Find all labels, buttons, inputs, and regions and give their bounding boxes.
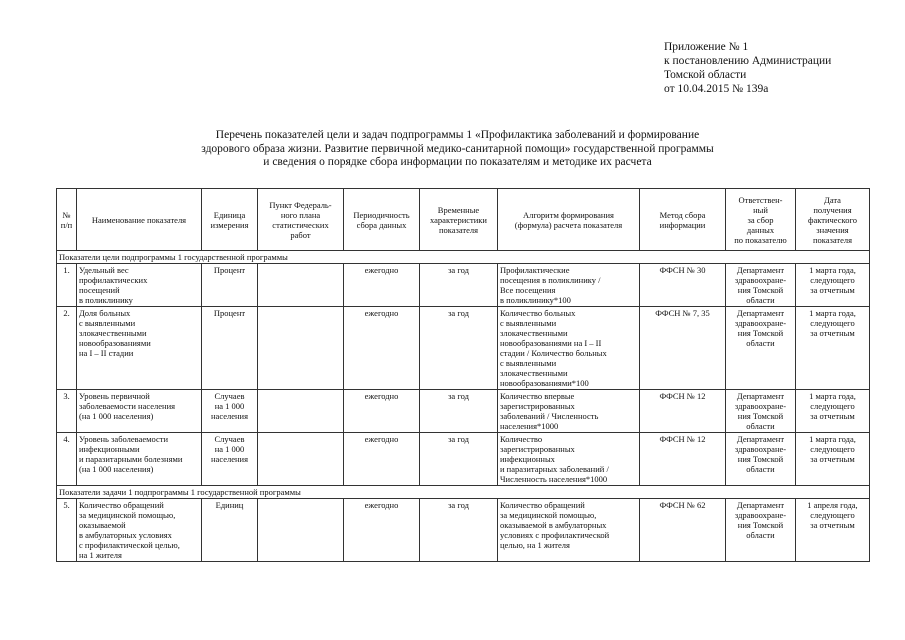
title-line: здорового образа жизни. Развитие первичной медико-санитарной помощи» государственной программы	[201, 142, 714, 155]
cell-name: Уровень заболеваемости инфекционными и паразитарными болезнями (на 1 000 населения)	[77, 433, 202, 486]
cell-method: ФФСН № 12	[640, 433, 726, 486]
cell-resp: Департамент здравоохране- ния Томской области	[726, 390, 796, 433]
cell-num: 4.	[57, 433, 77, 486]
cell-plan	[258, 307, 344, 390]
cell-resp: Департамент здравоохране- ния Томской области	[726, 307, 796, 390]
cell-plan	[258, 390, 344, 433]
table-row	[57, 433, 870, 486]
cell-plan	[258, 433, 344, 486]
header-cell-num: № п/п	[57, 189, 77, 251]
document-title	[120, 129, 795, 170]
cell-period: ежегодно	[344, 307, 420, 390]
header-cell-date: Дата получения фактического значения показателя	[796, 189, 870, 251]
cell-algo: Количество больных с выявленными злокачественными новообразованиями на I – II стадии / Количество больных с выявленными злокачественными новообразованиями*100	[498, 307, 640, 390]
cell-algo: Профилактические посещения в поликлинику / Все посещения в поликлинику*100	[498, 264, 640, 307]
header-cell-plan: Пункт Федераль- ного плана статистических работ	[258, 189, 344, 251]
title-line: и сведения о порядке сбора информации по показателям и методике их расчета	[263, 156, 652, 168]
table-row	[57, 264, 870, 307]
cell-date: 1 марта года, следующего за отчетным	[796, 390, 870, 433]
cell-resp: Департамент здравоохране- ния Томской области	[726, 433, 796, 486]
section-title: Показатели цели подпрограммы 1 государственной программы	[57, 251, 870, 264]
cell-unit: Случаев на 1 000 населения	[202, 433, 258, 486]
cell-unit: Единиц	[202, 499, 258, 562]
appendix-block	[664, 40, 831, 96]
cell-algo: Количество зарегистрированных инфекционных и паразитарных заболеваний / Численность населения*1000	[498, 433, 640, 486]
cell-resp: Департамент здравоохране- ния Томской области	[726, 499, 796, 562]
table-header-row	[57, 189, 870, 251]
cell-num: 1.	[57, 264, 77, 307]
cell-algo: Количество обращений за медицинской помощью, оказываемой в амбулаторных условиях с профилактической целью, на 1 жителя	[498, 499, 640, 562]
title-line: Перечень показателей цели и задач подпрограммы 1 «Профилактика заболеваний и формирование	[215, 129, 700, 141]
header-cell-time: Временные характеристики показателя	[420, 189, 498, 251]
cell-time: за год	[420, 390, 498, 433]
cell-time: за год	[420, 264, 498, 307]
cell-time: за год	[420, 433, 498, 486]
cell-unit: Процент	[202, 264, 258, 307]
cell-resp: Департамент здравоохране- ния Томской области	[726, 264, 796, 307]
cell-date: 1 апреля года, следующего за отчетным	[796, 499, 870, 562]
cell-algo: Количество впервые зарегистрированных заболеваний / Численность населения*1000	[498, 390, 640, 433]
appendix-line: от 10.04.2015 № 139а	[664, 83, 769, 95]
cell-method: ФФСН № 30	[640, 264, 726, 307]
header-cell-unit: Единица измерения	[202, 189, 258, 251]
header-cell-responsible: Ответствен- ный за сбор данных по показателю	[726, 189, 796, 251]
section-row	[57, 251, 870, 264]
cell-unit: Случаев на 1 000 населения	[202, 390, 258, 433]
cell-period: ежегодно	[344, 433, 420, 486]
cell-period: ежегодно	[344, 264, 420, 307]
cell-date: 1 марта года, следующего за отчетным	[796, 433, 870, 486]
appendix-line: к постановлению Администрации	[664, 55, 832, 67]
cell-time: за год	[420, 307, 498, 390]
header-cell-period: Периодичность сбора данных	[344, 189, 420, 251]
cell-unit: Процент	[202, 307, 258, 390]
cell-name: Уровень первичной заболеваемости населения (на 1 000 населения)	[77, 390, 202, 433]
cell-period: ежегодно	[344, 390, 420, 433]
table-row	[57, 390, 870, 433]
appendix-line: Приложение № 1	[664, 41, 749, 53]
cell-name: Доля больных с выявленными злокачественными новообразованиями на I – II стадии	[77, 307, 202, 390]
cell-plan	[258, 264, 344, 307]
header-cell-algorithm: Алгоритм формирования (формула) расчета показателя	[498, 189, 640, 251]
cell-period: ежегодно	[344, 499, 420, 562]
header-cell-name: Наименование показателя	[77, 189, 202, 251]
cell-num: 5.	[57, 499, 77, 562]
section-title: Показатели задачи 1 подпрограммы 1 государственной программы	[57, 486, 870, 499]
cell-num: 2.	[57, 307, 77, 390]
section-row	[57, 486, 870, 499]
cell-method: ФФСН № 12	[640, 390, 726, 433]
cell-date: 1 марта года, следующего за отчетным	[796, 264, 870, 307]
indicators-table	[56, 188, 870, 562]
table-row	[57, 307, 870, 390]
cell-method: ФФСН № 62	[640, 499, 726, 562]
cell-name: Удельный вес профилактических посещений в поликлинику	[77, 264, 202, 307]
cell-plan	[258, 499, 344, 562]
cell-name: Количество обращений за медицинской помощью, оказываемой в амбулаторных условиях с профилактической целью, на 1 жителя	[77, 499, 202, 562]
table-row	[57, 499, 870, 562]
cell-date: 1 марта года, следующего за отчетным	[796, 307, 870, 390]
cell-num: 3.	[57, 390, 77, 433]
cell-time: за год	[420, 499, 498, 562]
cell-method: ФФСН № 7, 35	[640, 307, 726, 390]
appendix-line: Томской области	[664, 69, 747, 81]
header-cell-method: Метод сбора информации	[640, 189, 726, 251]
